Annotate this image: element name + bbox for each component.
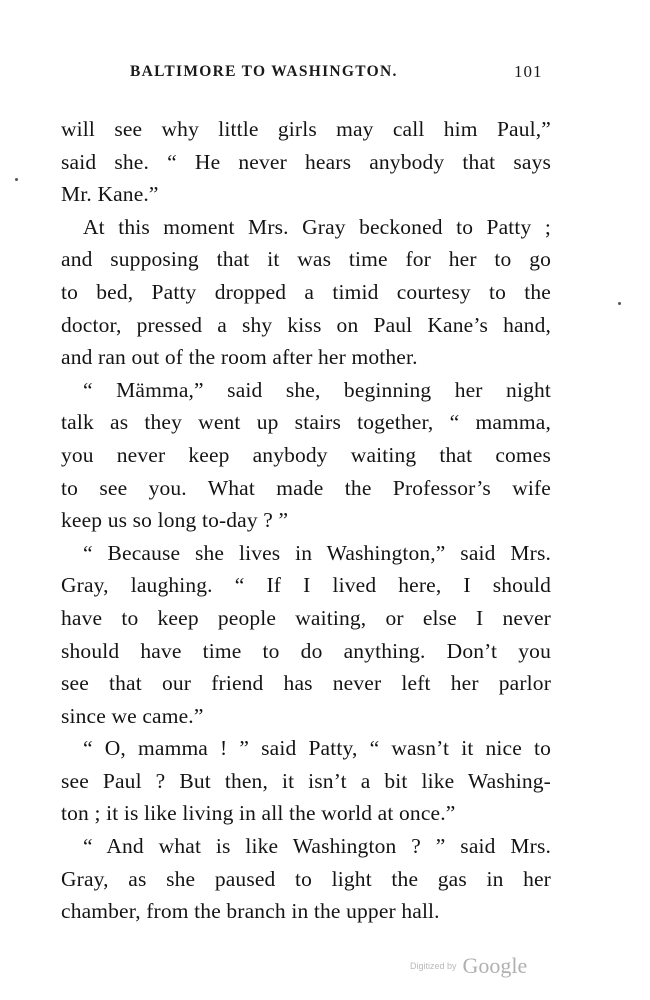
paper-speck	[618, 302, 621, 305]
text-line: said she. “ He never hears anybody that says	[61, 149, 551, 174]
text-line: and supposing that it was time for her to go	[61, 247, 551, 272]
text-line: chamber, from the branch in the upper hall.	[61, 899, 440, 924]
page-number: 101	[514, 62, 543, 81]
text-line: Gray, laughing. “ If I lived here, I should	[61, 573, 551, 598]
text-line: have to keep people waiting, or else I never	[61, 605, 551, 630]
text-line: since we came.”	[61, 703, 204, 728]
text-line: “ Mämma,” said she, beginning her night	[83, 377, 551, 402]
text-line: At this moment Mrs. Gray beckoned to Patty ;	[83, 214, 551, 239]
text-line: doctor, pressed a shy kiss on Paul Kane’s hand,	[61, 312, 551, 337]
digitization-watermark	[410, 953, 527, 979]
text-line: and ran out of the room after her mother.	[61, 345, 418, 370]
text-line: see Paul ? But then, it isn’t a bit like Washing-	[61, 768, 551, 793]
text-line: keep us so long to-day ? ”	[61, 508, 289, 533]
text-line: should have time to do anything. Don’t you	[61, 638, 551, 663]
body-text	[61, 113, 551, 928]
text-line: to see you. What made the Professor’s wife	[61, 475, 551, 500]
text-line: ton ; it is like living in all the world at once.”	[61, 801, 456, 826]
text-line: “ Because she lives in Washington,” said Mrs.	[83, 540, 551, 565]
text-line: Gray, as she paused to light the gas in her	[61, 866, 551, 891]
paper-speck	[15, 178, 18, 181]
watermark-prefix: Digitized by	[410, 961, 457, 971]
running-title: BALTIMORE TO WASHINGTON.	[130, 63, 398, 80]
text-line: see that our friend has never left her parlor	[61, 671, 551, 696]
text-line: to bed, Patty dropped a timid courtesy to the	[61, 279, 551, 304]
text-line: talk as they went up stairs together, “ mamma,	[61, 410, 551, 435]
text-line: you never keep anybody waiting that comes	[61, 442, 551, 467]
text-line: “ O, mamma ! ” said Patty, “ wasn’t it nice to	[83, 736, 551, 761]
text-line: “ And what is like Washington ? ” said Mrs.	[83, 834, 551, 859]
text-line: Mr. Kane.”	[61, 182, 159, 207]
text-line: will see why little girls may call him Paul,”	[61, 117, 551, 141]
watermark-logo: Google	[462, 953, 528, 978]
